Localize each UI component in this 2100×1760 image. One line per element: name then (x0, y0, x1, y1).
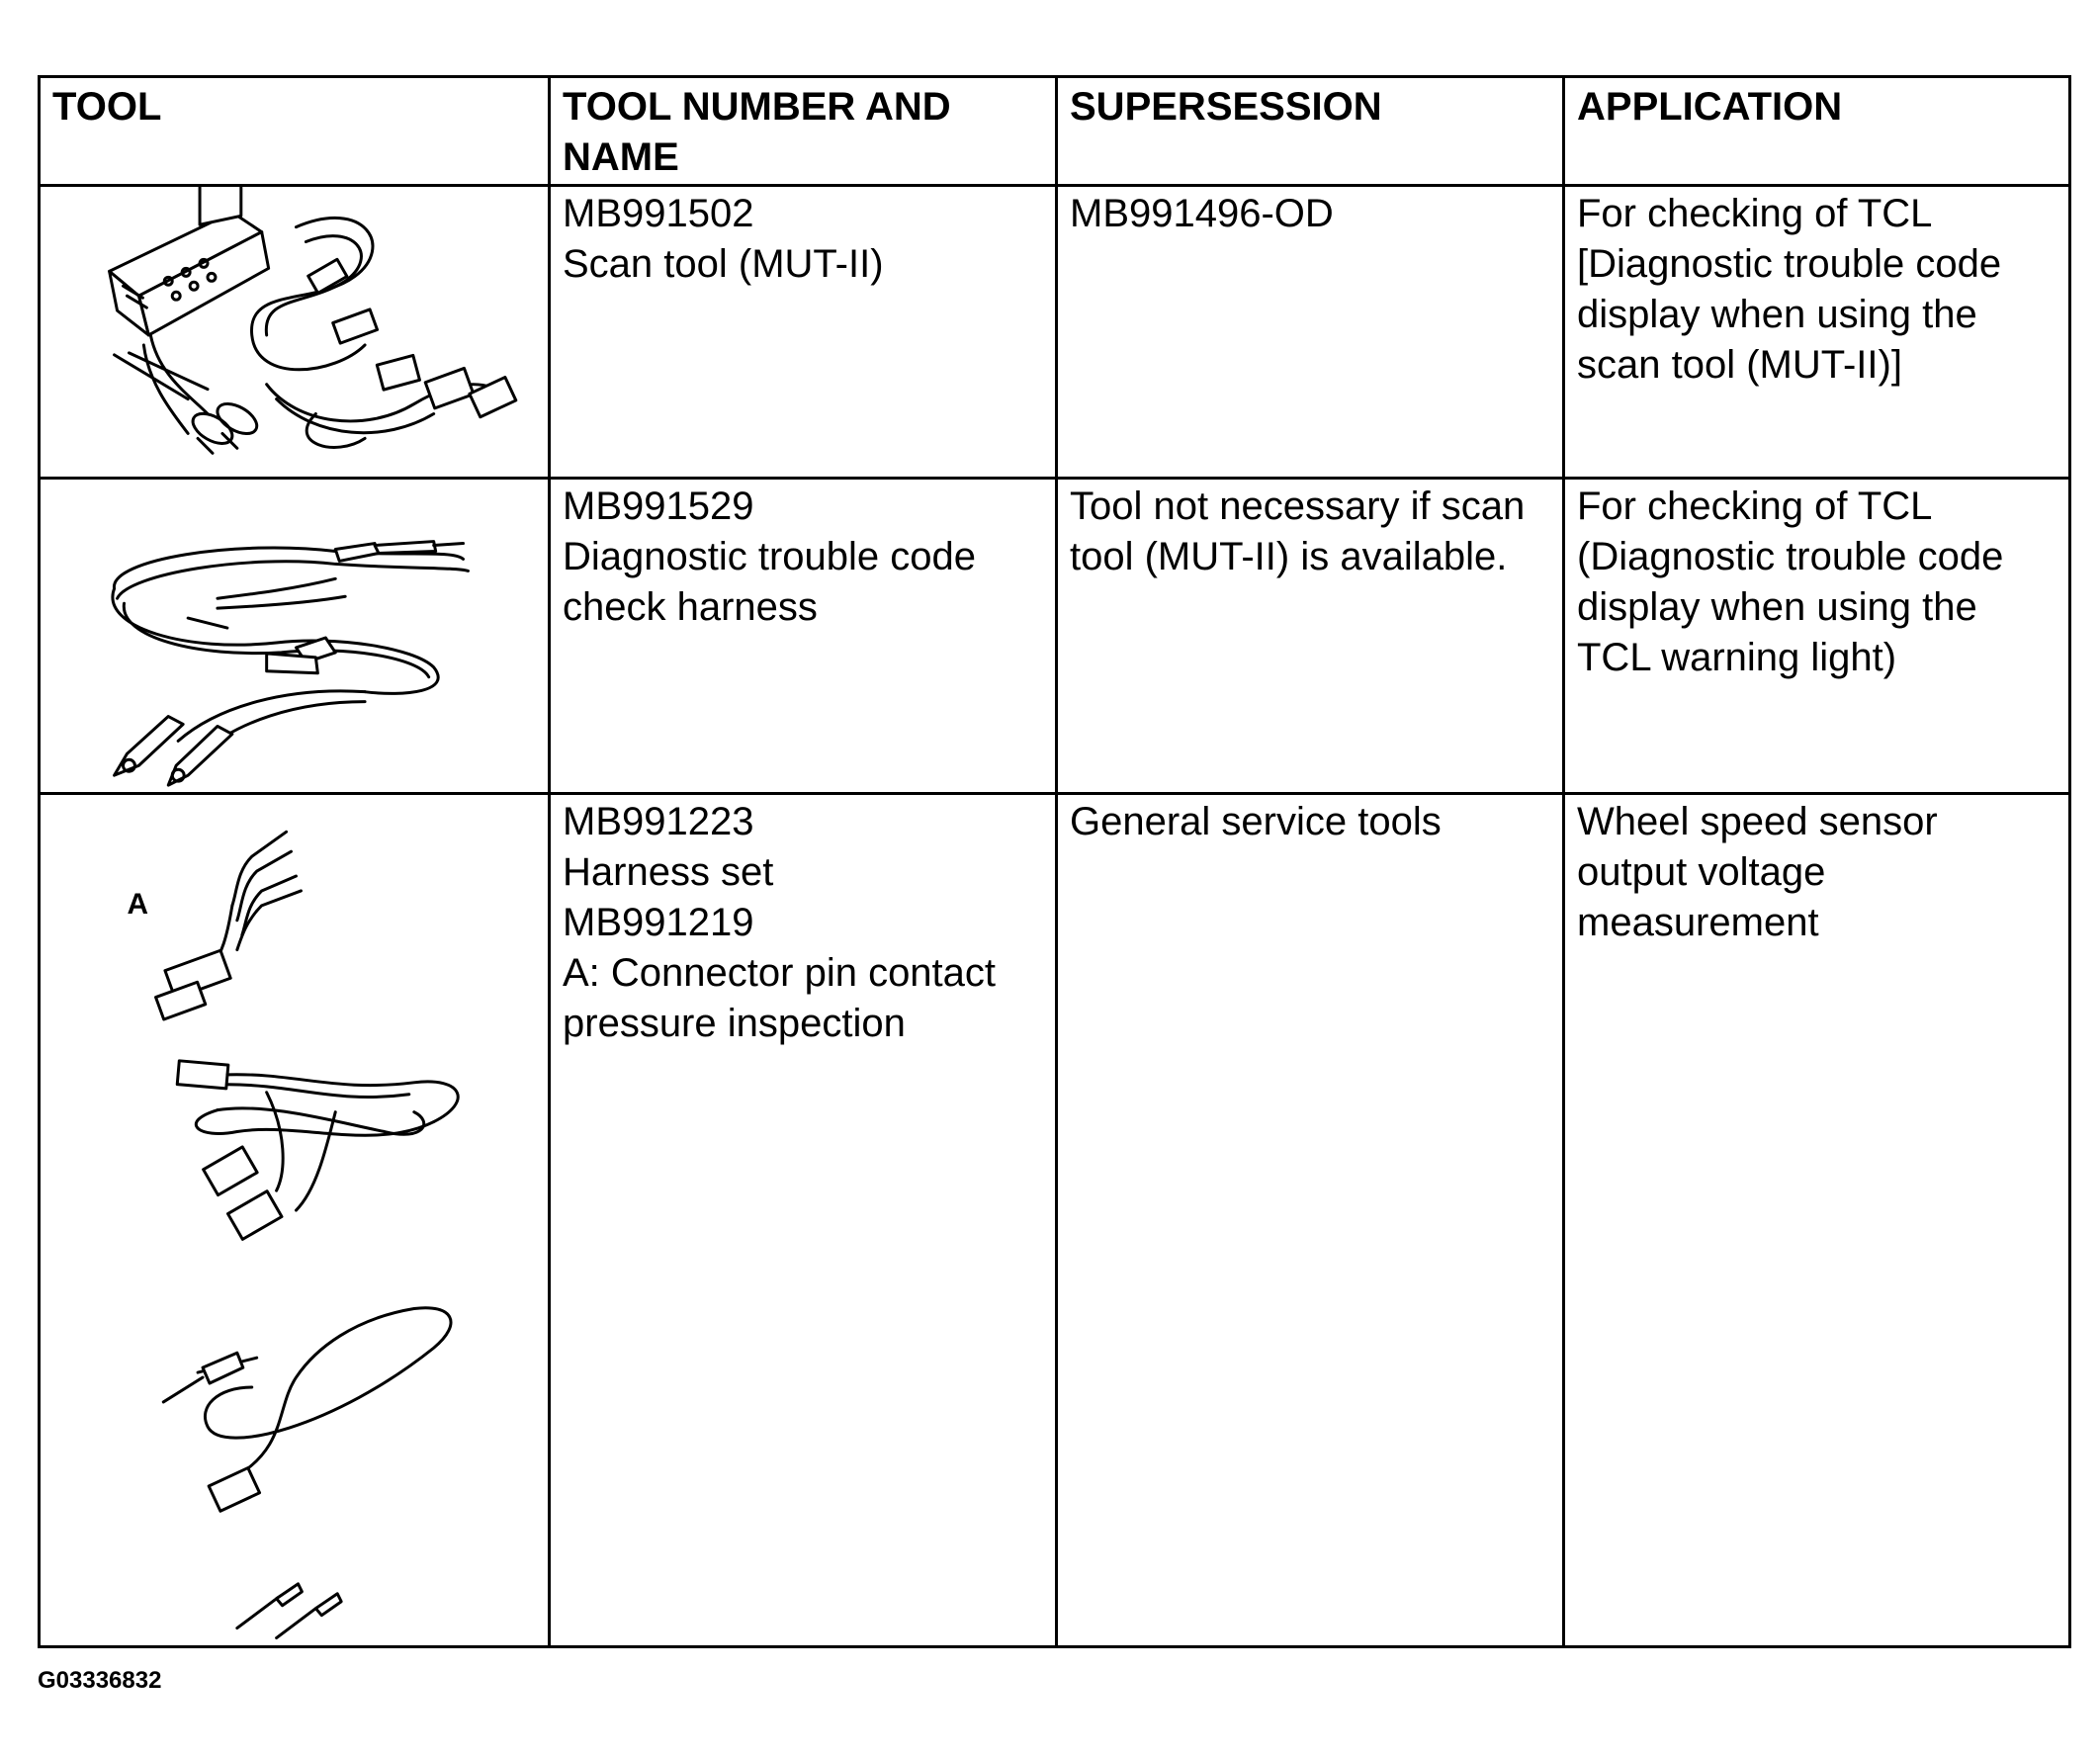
tool-number-and-name-cell (550, 186, 1057, 479)
application-cell (1564, 479, 2070, 794)
application: For checking of TCL (Diagnostic trouble code display when using the TCL warning light) (1577, 484, 2004, 679)
table-row (40, 186, 2070, 479)
supersession-cell (1057, 794, 1564, 1647)
probe-cable-drawing (163, 1308, 451, 1512)
figure-id: G03336832 (38, 1667, 162, 1694)
tool-illustration-cell (40, 186, 550, 479)
tool-illustration-cell (40, 794, 550, 1647)
table-row (40, 479, 2070, 794)
alligator-clips-drawing (115, 717, 232, 786)
header-tool-number-and-name: TOOL NUMBER AND NAME (550, 77, 1057, 186)
harness-set-illustration (41, 795, 548, 1645)
application-cell (1564, 186, 2070, 479)
scan-tool-unit-drawing (110, 187, 269, 335)
supersession: General service tools (1070, 800, 1442, 843)
test-pins-drawing (237, 1584, 341, 1638)
illustration-label-a: A (127, 887, 149, 921)
tool-number-and-name: MB991502 Scan tool (MUT-II) (563, 192, 884, 286)
application: For checking of TCL [Diagnostic trouble code display when using the scan tool (MUT-II)] (1577, 192, 2002, 387)
application-cell (1564, 794, 2070, 1647)
tool-number-and-name-cell (550, 479, 1057, 794)
table-row (40, 794, 2070, 1647)
tool-number-and-name-cell (550, 794, 1057, 1647)
cable-bundle-drawing (251, 218, 515, 447)
header-application: APPLICATION (1564, 77, 2070, 186)
supersession-cell (1057, 186, 1564, 479)
header-row (40, 77, 2070, 186)
scan-tool-illustration (41, 187, 548, 477)
check-harness-illustration (41, 480, 548, 792)
supersession: Tool not necessary if scan tool (MUT-II) is available. (1070, 484, 1526, 578)
application: Wheel speed sensor output voltage measurement (1577, 800, 1938, 944)
tool-illustration-cell (40, 479, 550, 794)
supersession: MB991496-OD (1070, 192, 1334, 235)
connector-pin-harness-drawing (156, 832, 302, 1019)
header-supersession: SUPERSESSION (1057, 77, 1564, 186)
supersession-cell (1057, 479, 1564, 794)
tool-number-and-name: MB991529 Diagnostic trouble code check harness (563, 484, 977, 629)
sensor-cable-drawing (177, 1061, 458, 1240)
header-tool: TOOL (40, 77, 550, 186)
tool-number-and-name: MB991223 Harness set MB991219 A: Connector pin contact pressure inspection (563, 800, 997, 1045)
special-tools-table (38, 75, 2071, 1648)
probe-leads-drawing (115, 335, 262, 453)
